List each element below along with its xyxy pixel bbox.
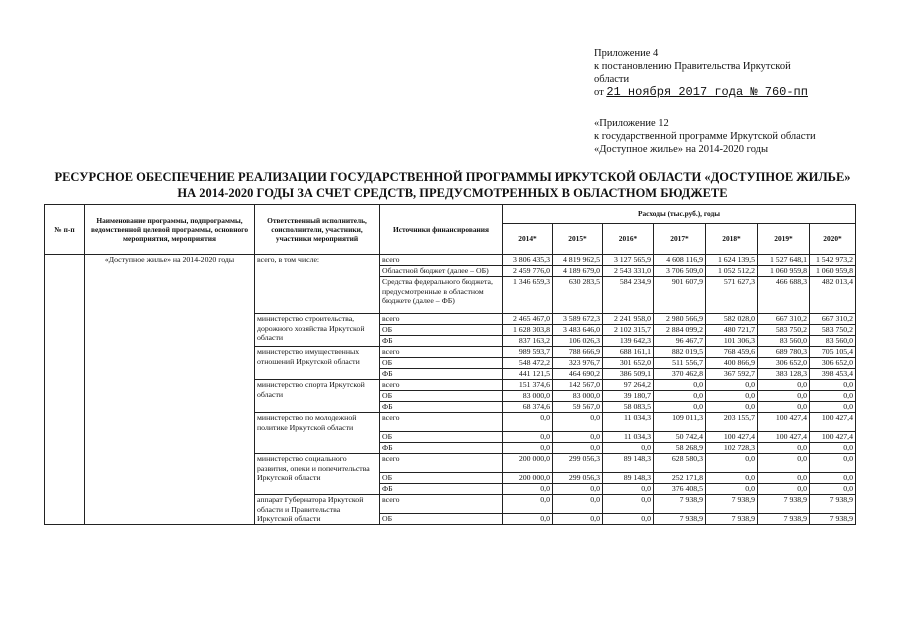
value-cell: 1 060 959,8: [810, 266, 856, 277]
annex-4-label: Приложение 4: [594, 48, 659, 59]
value-cell: 139 642,3: [603, 336, 654, 347]
value-cell: 376 408,5: [654, 484, 706, 495]
value-cell: 151 374,6: [503, 380, 553, 391]
source-cell: ОБ: [380, 358, 503, 369]
value-cell: 0,0: [654, 402, 706, 413]
value-cell: 0,0: [810, 473, 856, 484]
value-cell: 667 310,2: [758, 314, 810, 325]
value-cell: 2 543 331,0: [603, 266, 654, 277]
value-cell: 400 866,9: [706, 358, 758, 369]
value-cell: 7 938,9: [758, 514, 810, 525]
table-row: [45, 255, 856, 266]
source-cell: ОБ: [380, 391, 503, 402]
value-cell: 0,0: [706, 402, 758, 413]
value-cell: 571 627,3: [706, 277, 758, 314]
program-name-cell: «Доступное жилье» на 2014-2020 годы: [85, 255, 255, 525]
value-cell: 142 567,0: [553, 380, 603, 391]
source-cell: всего: [380, 314, 503, 325]
value-cell: 0,0: [706, 484, 758, 495]
value-cell: 39 180,7: [603, 391, 654, 402]
value-cell: 788 666,9: [553, 347, 603, 358]
annex-4-date-prefix: от: [594, 87, 604, 98]
value-cell: 4 189 679,0: [553, 266, 603, 277]
value-cell: 688 161,1: [603, 347, 654, 358]
value-cell: 584 234,9: [603, 277, 654, 314]
value-cell: 768 459,6: [706, 347, 758, 358]
row-num-cell: [45, 255, 85, 525]
source-cell: всего: [380, 495, 503, 514]
value-cell: 901 607,9: [654, 277, 706, 314]
source-cell: Средства федерального бюджета, предусмотренные в областном бюджете (далее – ФБ): [380, 277, 503, 314]
value-cell: 2 241 958,0: [603, 314, 654, 325]
value-cell: 0,0: [553, 484, 603, 495]
value-cell: 0,0: [706, 391, 758, 402]
header-name: Наименование программы, подпрограммы, ведомственной целевой программы, основного мероприятия, мероприятия: [85, 205, 255, 255]
value-cell: 0,0: [758, 443, 810, 454]
value-cell: 3 483 646,0: [553, 325, 603, 336]
value-cell: 0,0: [603, 443, 654, 454]
value-cell: 89 148,3: [603, 473, 654, 484]
value-cell: 4 608 116,9: [654, 255, 706, 266]
value-cell: 106 026,3: [553, 336, 603, 347]
value-cell: 0,0: [810, 380, 856, 391]
value-cell: 464 690,2: [553, 369, 603, 380]
value-cell: 482 013,4: [810, 277, 856, 314]
annex-4-date-stamp: 21 ноября 2017 года № 760-пп: [606, 85, 808, 99]
resource-table: [44, 204, 856, 525]
value-cell: 2 884 099,2: [654, 325, 706, 336]
value-cell: 100 427,4: [758, 432, 810, 443]
header-expenses: Расходы (тыс.руб.), годы: [503, 205, 856, 224]
source-cell: ФБ: [380, 369, 503, 380]
value-cell: 1 346 659,3: [503, 277, 553, 314]
value-cell: 441 121,5: [503, 369, 553, 380]
value-cell: 0,0: [603, 495, 654, 514]
header-year: 2018*: [706, 224, 758, 255]
executor-cell: министерство имущественных отношений Иркутской области: [255, 347, 380, 380]
value-cell: 301 652,0: [603, 358, 654, 369]
value-cell: 0,0: [758, 380, 810, 391]
value-cell: 58 268,9: [654, 443, 706, 454]
value-cell: 59 567,0: [553, 402, 603, 413]
value-cell: 0,0: [706, 454, 758, 473]
value-cell: 583 750,2: [810, 325, 856, 336]
source-cell: Областной бюджет (далее – ОБ): [380, 266, 503, 277]
value-cell: 0,0: [553, 514, 603, 525]
value-cell: 3 806 435,3: [503, 255, 553, 266]
value-cell: 299 056,3: [553, 473, 603, 484]
value-cell: 2 459 776,0: [503, 266, 553, 277]
value-cell: 511 556,7: [654, 358, 706, 369]
value-cell: 689 780,3: [758, 347, 810, 358]
value-cell: 0,0: [758, 454, 810, 473]
source-cell: всего: [380, 454, 503, 473]
source-cell: ОБ: [380, 325, 503, 336]
header-num: № п-п: [45, 205, 85, 255]
value-cell: 203 155,7: [706, 413, 758, 432]
value-cell: 1 527 648,1: [758, 255, 810, 266]
value-cell: 68 374,6: [503, 402, 553, 413]
value-cell: 1 628 303,8: [503, 325, 553, 336]
value-cell: 100 427,4: [810, 413, 856, 432]
value-cell: 2 465 467,0: [503, 314, 553, 325]
table-head: [45, 205, 856, 255]
annex-4-header: [594, 47, 894, 99]
value-cell: 0,0: [810, 402, 856, 413]
value-cell: 252 171,8: [654, 473, 706, 484]
value-cell: 0,0: [603, 514, 654, 525]
executor-cell: всего, в том числе:: [255, 255, 380, 314]
value-cell: 0,0: [758, 484, 810, 495]
value-cell: 0,0: [553, 413, 603, 432]
source-cell: всего: [380, 255, 503, 266]
value-cell: 200 000,0: [503, 473, 553, 484]
value-cell: 583 750,2: [758, 325, 810, 336]
document-title-line-1: РЕСУРСНОЕ ОБЕСПЕЧЕНИЕ РЕАЛИЗАЦИИ ГОСУДАРСТВЕННОЙ ПРОГРАММЫ ИРКУТСКОЙ ОБЛАСТИ «ДОСТУПНОЕ ЖИЛЬЕ»: [54, 170, 851, 184]
value-cell: 0,0: [503, 514, 553, 525]
value-cell: 3 589 672,3: [553, 314, 603, 325]
value-cell: 109 011,3: [654, 413, 706, 432]
value-cell: 83 560,0: [758, 336, 810, 347]
value-cell: 548 472,2: [503, 358, 553, 369]
value-cell: 200 000,0: [503, 454, 553, 473]
value-cell: 83 560,0: [810, 336, 856, 347]
value-cell: 386 509,1: [603, 369, 654, 380]
value-cell: 0,0: [654, 391, 706, 402]
value-cell: 306 652,0: [758, 358, 810, 369]
header-executor: Ответственный исполнитель, соисполнители, участники, участники мероприятий: [255, 205, 380, 255]
value-cell: 0,0: [603, 484, 654, 495]
value-cell: 480 721,7: [706, 325, 758, 336]
value-cell: 299 056,3: [553, 454, 603, 473]
value-cell: 367 592,7: [706, 369, 758, 380]
value-cell: 370 462,8: [654, 369, 706, 380]
value-cell: 7 938,9: [706, 514, 758, 525]
value-cell: 83 000,0: [503, 391, 553, 402]
annex-4-resolution: к постановлению Правительства Иркутской: [594, 61, 791, 72]
header-row-1: [45, 205, 856, 224]
value-cell: 100 427,4: [706, 432, 758, 443]
executor-cell: министерство строительства, дорожного хозяйства Иркутской области: [255, 314, 380, 347]
value-cell: 0,0: [810, 443, 856, 454]
header-year: 2017*: [654, 224, 706, 255]
header-year: 2016*: [603, 224, 654, 255]
executor-cell: министерство социального развития, опеки и попечительства Иркутской области: [255, 454, 380, 495]
value-cell: 0,0: [758, 473, 810, 484]
value-cell: 89 148,3: [603, 454, 654, 473]
value-cell: 837 163,2: [503, 336, 553, 347]
header-year: 2015*: [553, 224, 603, 255]
value-cell: 0,0: [553, 432, 603, 443]
value-cell: 50 742,4: [654, 432, 706, 443]
annex-4-region: области: [594, 74, 630, 85]
value-cell: 466 688,3: [758, 277, 810, 314]
value-cell: 7 938,9: [654, 514, 706, 525]
value-cell: 667 310,2: [810, 314, 856, 325]
value-cell: 0,0: [810, 391, 856, 402]
header-year: 2014*: [503, 224, 553, 255]
value-cell: 0,0: [758, 391, 810, 402]
source-cell: всего: [380, 347, 503, 358]
value-cell: 0,0: [503, 443, 553, 454]
source-cell: ФБ: [380, 443, 503, 454]
value-cell: 0,0: [810, 484, 856, 495]
source-cell: ОБ: [380, 514, 503, 525]
source-cell: ОБ: [380, 432, 503, 443]
value-cell: 97 264,2: [603, 380, 654, 391]
source-cell: всего: [380, 380, 503, 391]
annex-12-header: [594, 117, 894, 156]
executor-cell: аппарат Губернатора Иркутской области и Правительства Иркутской области: [255, 495, 380, 525]
value-cell: 3 127 565,9: [603, 255, 654, 266]
value-cell: 2 102 315,7: [603, 325, 654, 336]
value-cell: 0,0: [706, 473, 758, 484]
value-cell: 3 706 509,0: [654, 266, 706, 277]
value-cell: 11 034,3: [603, 413, 654, 432]
value-cell: 0,0: [503, 413, 553, 432]
value-cell: 7 938,9: [758, 495, 810, 514]
header-year: 2020*: [810, 224, 856, 255]
value-cell: 0,0: [553, 495, 603, 514]
value-cell: 630 283,5: [553, 277, 603, 314]
value-cell: 102 728,3: [706, 443, 758, 454]
header-source: Источники финансирования: [380, 205, 503, 255]
value-cell: 0,0: [503, 432, 553, 443]
annex-12-program: к государственной программе Иркутской области: [594, 131, 816, 142]
value-cell: 1 542 973,2: [810, 255, 856, 266]
value-cell: 7 938,9: [810, 495, 856, 514]
value-cell: 306 652,0: [810, 358, 856, 369]
executor-cell: министерство по молодежной политике Иркутской области: [255, 413, 380, 454]
annex-12-label: «Приложение 12: [594, 118, 669, 129]
value-cell: 989 593,7: [503, 347, 553, 358]
value-cell: 7 938,9: [810, 514, 856, 525]
source-cell: ОБ: [380, 473, 503, 484]
value-cell: 101 306,3: [706, 336, 758, 347]
value-cell: 100 427,4: [758, 413, 810, 432]
value-cell: 7 938,9: [706, 495, 758, 514]
executor-cell: министерство спорта Иркутской области: [255, 380, 380, 413]
source-cell: ФБ: [380, 402, 503, 413]
annex-12-program-name: «Доступное жилье» на 2014-2020 годы: [594, 144, 769, 155]
value-cell: 0,0: [654, 380, 706, 391]
header-year: 2019*: [758, 224, 810, 255]
document-title-line-2: НА 2014-2020 ГОДЫ ЗА СЧЕТ СРЕДСТВ, ПРЕДУСМОТРЕННЫХ В ОБЛАСТНОМ БЮДЖЕТЕ: [177, 186, 728, 200]
value-cell: 7 938,9: [654, 495, 706, 514]
annex-4-date-line: [594, 86, 894, 99]
value-cell: 0,0: [810, 454, 856, 473]
value-cell: 323 976,7: [553, 358, 603, 369]
value-cell: 58 083,5: [603, 402, 654, 413]
value-cell: 0,0: [706, 380, 758, 391]
value-cell: 0,0: [503, 484, 553, 495]
table-body: [45, 255, 856, 525]
value-cell: 882 019,5: [654, 347, 706, 358]
source-cell: ФБ: [380, 484, 503, 495]
source-cell: всего: [380, 413, 503, 432]
source-cell: ФБ: [380, 336, 503, 347]
value-cell: 83 000,0: [553, 391, 603, 402]
value-cell: 1 624 139,5: [706, 255, 758, 266]
value-cell: 11 034,3: [603, 432, 654, 443]
value-cell: 582 028,0: [706, 314, 758, 325]
value-cell: 0,0: [553, 443, 603, 454]
value-cell: 0,0: [503, 495, 553, 514]
value-cell: 2 980 566,9: [654, 314, 706, 325]
value-cell: 383 128,3: [758, 369, 810, 380]
value-cell: 100 427,4: [810, 432, 856, 443]
value-cell: 705 105,4: [810, 347, 856, 358]
value-cell: 1 052 512,2: [706, 266, 758, 277]
value-cell: 398 453,4: [810, 369, 856, 380]
value-cell: 96 467,7: [654, 336, 706, 347]
value-cell: 0,0: [758, 402, 810, 413]
value-cell: 1 060 959,8: [758, 266, 810, 277]
value-cell: 4 819 962,5: [553, 255, 603, 266]
value-cell: 628 580,3: [654, 454, 706, 473]
